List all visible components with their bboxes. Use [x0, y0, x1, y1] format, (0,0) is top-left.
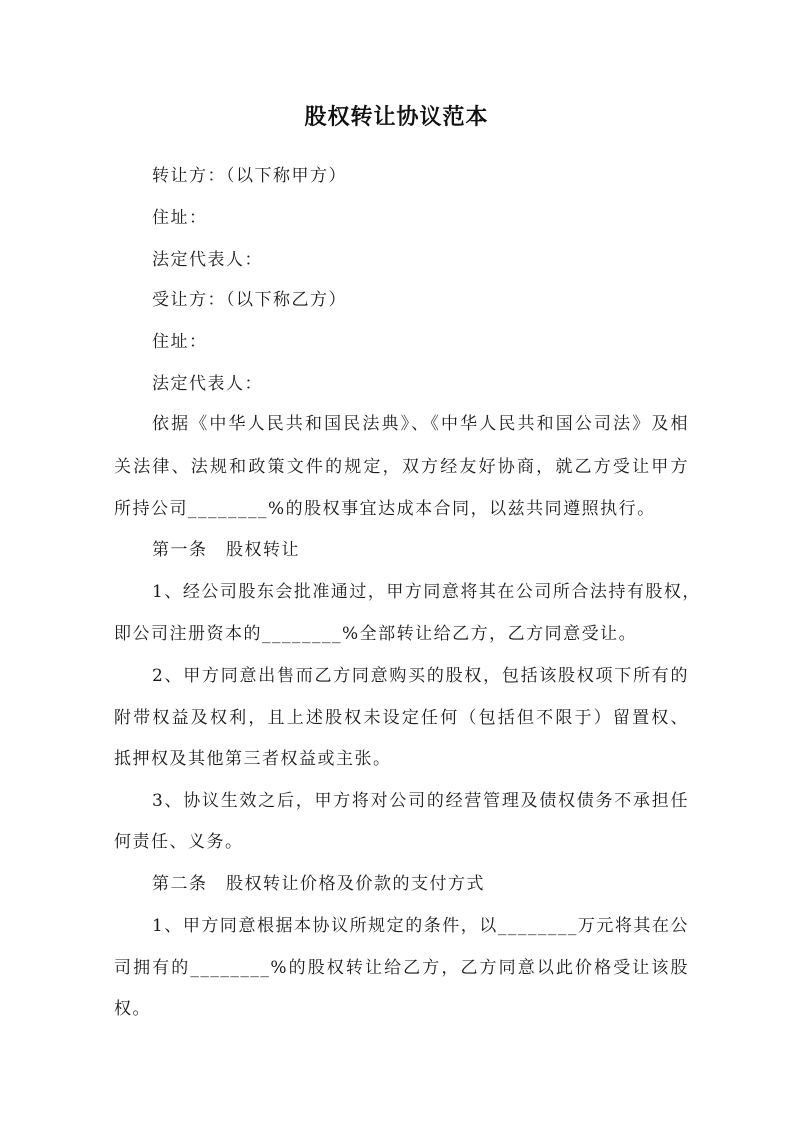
article-1-clause-3-line-2: 何责任、义务。 — [114, 832, 244, 852]
preamble-line-2: 关法律、法规和政策文件的规定，双方经友好协商，就乙方受让甲方 — [114, 457, 689, 477]
document-title: 股权转让协议范本 — [304, 105, 489, 130]
article-1-clause-2-line-1: 2、甲方同意出售而乙方同意购买的股权，包括该股权项下所有的 — [152, 666, 689, 686]
article-1-clause-1-line-2: 即公司注册资本的________%全部转让给乙方，乙方同意受让。 — [114, 624, 638, 644]
article-1-clause-2-line-3: 抵押权及其他第三者权益或主张。 — [114, 749, 392, 769]
article-2-clause-1-line-3: 权。 — [114, 999, 151, 1019]
transferee-line: 受让方：（以下称乙方） — [152, 290, 347, 310]
article-2-clause-1-line-1: 1、甲方同意根据本协议所规定的条件，以________万元将其在公 — [152, 916, 689, 936]
article-2-clause-1-line-2: 司拥有的________%的股权转让给乙方，乙方同意以此价格受让该股 — [114, 958, 689, 978]
article-1-clause-1-line-1: 1、经公司股东会批准通过，甲方同意将其在公司所合法持有股权， — [152, 582, 701, 602]
transferee-representative-line: 法定代表人： — [152, 374, 263, 394]
transferor-representative-line: 法定代表人： — [152, 250, 263, 270]
preamble-line-1: 依据《中华人民共和国民法典》、《中华人民共和国公司法》及相 — [152, 414, 689, 434]
article-2-heading: 第二条 股权转让价格及价款的支付方式 — [152, 874, 485, 894]
transferee-address-line: 住址： — [152, 332, 208, 352]
preamble-line-3: 所持公司________%的股权事宜达成本合同，以兹共同遵照执行。 — [114, 499, 656, 519]
article-1-heading: 第一条 股权转让 — [152, 540, 300, 560]
article-1-clause-2-line-2: 附带权益及权利，且上述股权未设定任何（包括但不限于）留置权、 — [114, 708, 689, 728]
transferor-line: 转让方：（以下称甲方） — [152, 166, 347, 186]
transferor-address-line: 住址： — [152, 208, 208, 228]
article-1-clause-3-line-1: 3、协议生效之后，甲方将对公司的经营管理及债权债务不承担任 — [152, 791, 689, 811]
